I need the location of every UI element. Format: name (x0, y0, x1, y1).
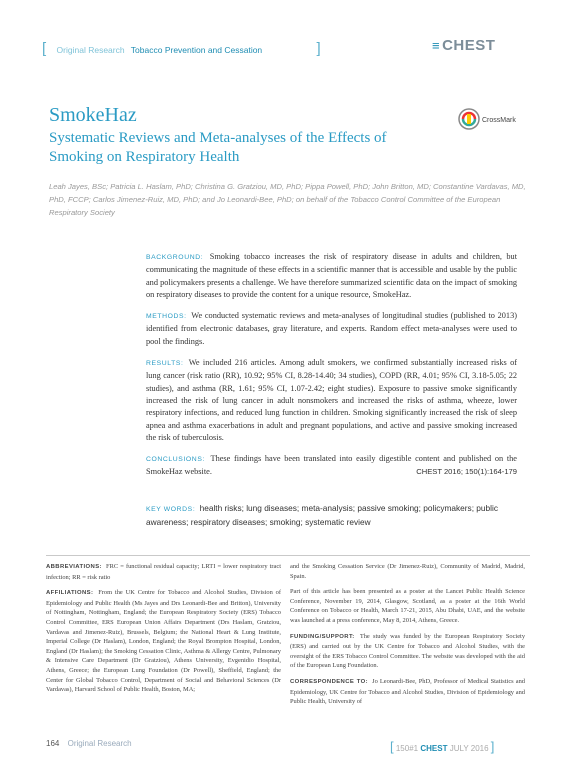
footer-section: Original Research (67, 739, 132, 748)
abbreviations-label: ABBREVIATIONS: (46, 564, 102, 570)
footer-issue: 150#1 (395, 744, 419, 753)
keywords-text: health risks; lung diseases; meta-analysis; passive smoking; policymakers; public awareness; respiratory diseases; smoking; systematic review (146, 503, 498, 528)
divider (46, 555, 530, 556)
affiliations-label: AFFILIATIONS: (46, 590, 94, 597)
conclusions-label: CONCLUSIONS: (146, 456, 205, 464)
left-bracket-icon: [ (390, 739, 394, 754)
abstract-conclusions: CONCLUSIONS: These findings have been translated into easily digestible content and published on the SmokeHaz website. CHEST 2016; 150(1):164-179 (146, 453, 517, 479)
funding-text: The study was funded by the European Respiratory Society (ERS) and carried out by the UK Centre for Tobacco and Alcohol Studies, with the oversight of the ERS Tobacco Control Committee. The website was developed with the aid of the European Lung Foundation. (290, 632, 526, 670)
footer-journal: CHEST (420, 744, 448, 753)
footnotes-left (46, 562, 281, 701)
abbreviations-text: FRC = functional residual capacity; LRTI = lower respiratory tract infection; RR = risk ratio (46, 563, 281, 581)
running-header (42, 40, 321, 57)
footnotes-right (290, 562, 525, 713)
crossmark-icon (458, 107, 528, 131)
abstract-results: RESULTS: We included 216 articles. Among adult smokers, we confirmed substantially increased risks of lung cancer (risk ratio (RR), 10.92; 95% CI, 8.28-14.40; 34 studies), COPD (RR, 4.01; 95% CI, 3.18-5.05; 22 studies), and asthma (RR, 1.61; 95% CI, 1.07-2.42; eight studies). Exposure to passive smoke significantly increased the risk of lung cancer in adult nonsmokers and increased the risks of asthma, wheeze, lower respiratory infections, and reduced lung function in children. Smoking significantly increased the risk of sleep apnea and asthma exacerbations in adult and pregnant populations, and active and passive smoking increased the risk of tuberculosis. (146, 358, 517, 442)
citation: CHEST 2016; 150(1):164-179 (416, 467, 517, 477)
right-bracket-icon: ] (490, 739, 495, 754)
background-label: BACKGROUND: (146, 254, 204, 261)
methods-label: METHODS: (146, 313, 187, 321)
crossmark-badge[interactable] (458, 107, 528, 131)
keywords-label: KEY WORDS: (146, 506, 196, 513)
keywords (146, 502, 517, 529)
funding-label: FUNDING/SUPPORT: (290, 633, 355, 640)
correspondence-text: Jo Leonardi-Bee, PhD, Professor of Medical Statistics and Epidemiology, UK Centre for Tobacco and Alcohol Studies, Division of Epidemiology and Public Health, University of (290, 677, 525, 706)
affiliations-continued: and the Smoking Cessation Service (Dr Jimenez-Ruiz), Community of Madrid, Madrid, Spain. (290, 563, 525, 580)
correspondence-label: CORRESPONDENCE TO: (290, 678, 368, 685)
footer-left (46, 739, 132, 748)
right-bracket-icon: ] (316, 40, 321, 57)
section-label: Original Research (56, 45, 125, 55)
article-title: SmokeHaz (49, 104, 137, 126)
affiliations-text: From the UK Centre for Tobacco and Alcohol Studies, Division of Epidemiology and Public Health (Ms Jayes and Drs Leonardi-Bee and Britton), University of Nottingham, Nottingham, England; the European Respiratory Society (ERS) Tobacco Control Committee, ERS European Union Affairs Department (Drs Haslam, Gratziou, Vardavas and Jimenez-Ruiz), Brussels, Belgium; the National Heart & Lung Institute, Imperial College (Dr Haslam), London, England; the Royal Brompton Hospital, London, England (Dr Haslam); the Smoking Cessation Clinic, Asthma & Allergy Centre, Pulmonary & Intensive Care Department (Dr Gratziou), Athens University, Evgenidio Hospital, Athens, Greece; the European Lung Foundation (Dr Powell), Sheffield, England; the Center for Global Tobacco Control, Department of Social and Behavioral Sciences (Dr Vardavas), Harvard School of Public Health, Boston, MA; (46, 589, 281, 694)
results-label: RESULTS: (146, 360, 184, 368)
abstract-background: BACKGROUND: Smoking tobacco increases the risk of respiratory disease in adults and children, but communicating the magnitude of these effects in a scientific manner that is accessible and usable by the public and policymakers presents a challenge. We have therefore summarized scientific data on the impact of smoking on respiratory diseases to provide the content for a unique resource, SmokeHaz. (146, 252, 518, 299)
crossmark-label: CrossMark (482, 117, 516, 124)
presented-note: Part of this article has been presented as a poster at the Lancet Public Health Science Conference, November 19, 2014, Glasgow, Scotland, as a poster at the 16th World Conference on Tobacco or Health, March 17-21, 2015, Abu Dhabi, UAE, and the website was launched at a press conference, May 8, 2014, Athens, Greece. (290, 588, 525, 624)
left-bracket-icon: [ (42, 40, 47, 57)
journal-logo: ≡ CHEST (432, 37, 496, 54)
footer-right (390, 739, 494, 754)
page-number: 164 (46, 739, 60, 748)
article-subtitle: Systematic Reviews and Meta-analyses of the Effects of Smoking on Respiratory Health (49, 130, 387, 165)
abstract-methods: METHODS: We conducted systematic reviews and meta-analyses of longitudinal studies (published to 2013) identified from electronic databases, gray literature, and experts. Random effect meta-analyses were used to pool the findings. (146, 311, 517, 346)
topic-label: Tobacco Prevention and Cessation (130, 45, 263, 55)
footer-date: JULY 2016 (449, 744, 489, 753)
abstract (146, 251, 517, 488)
chest-logo-icon: ≡ (432, 38, 441, 53)
author-list: Leah Jayes, BSc; Patricia L. Haslam, PhD; Christina G. Gratziou, MD, PhD; Pippa Powell, PhD; John Britton, MD; Constantine Vardavas, MD, PhD, FCCP; Carlos Jimenez-Ruiz, MD, PhD; and Jo Leonardi-Bee, PhD; on behalf of the Tobacco Control Committee of the European Respiratory Society (49, 182, 526, 217)
